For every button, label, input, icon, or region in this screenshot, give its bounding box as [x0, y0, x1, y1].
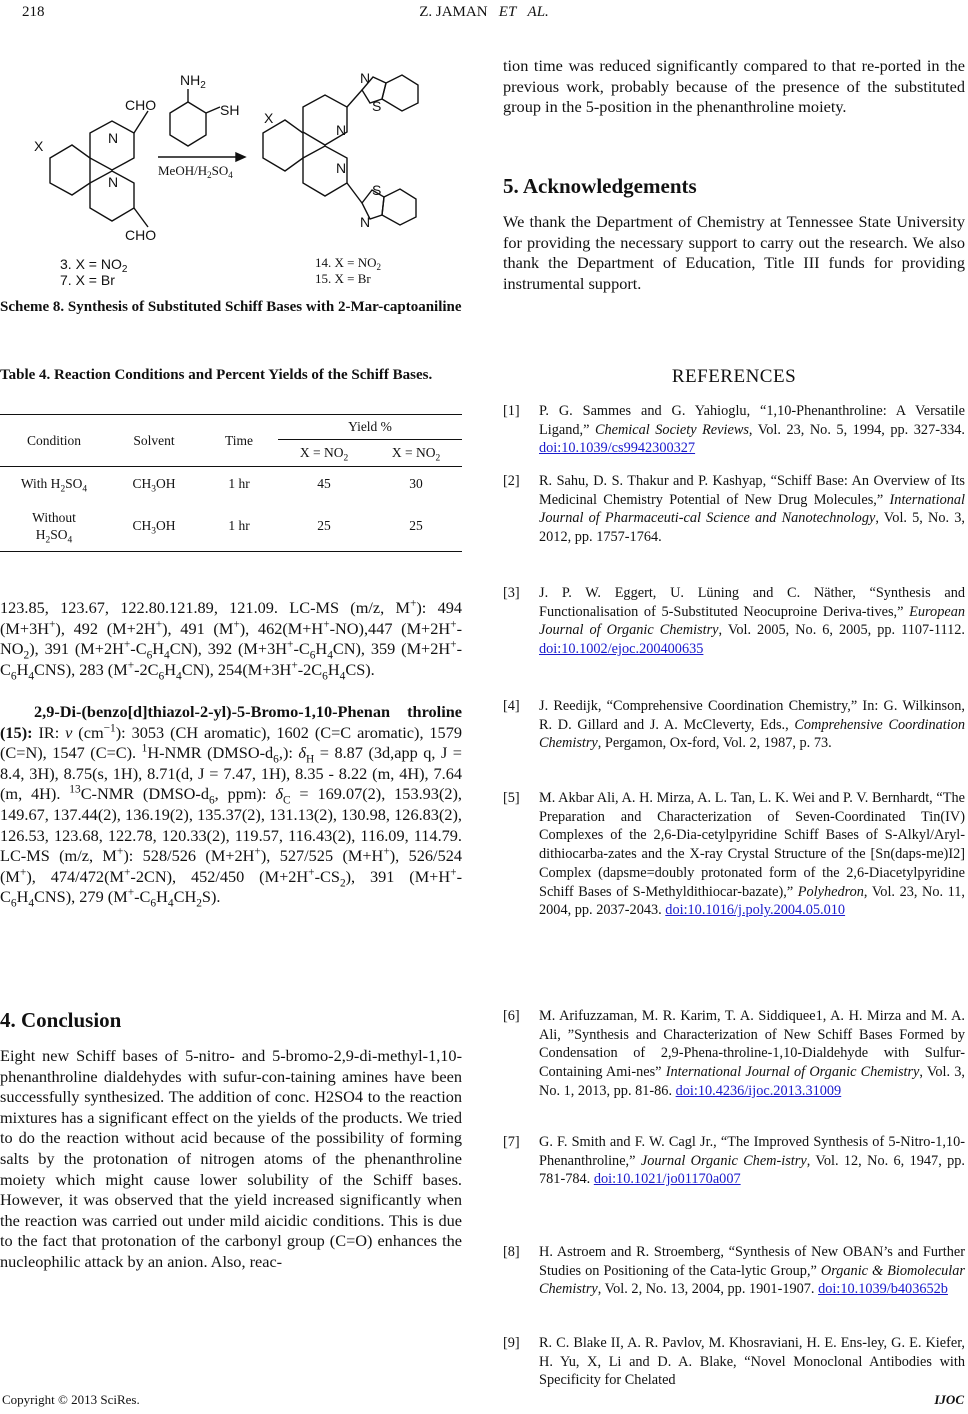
cell-solvent: $CH_3OH$: [132, 476, 176, 495]
ring-nitrogen-label: N: [336, 122, 347, 138]
cell-solvent: $CH_3OH$: [132, 518, 176, 537]
cell-condition: With $H_2SO_4$: [20, 476, 88, 495]
doi-link[interactable]: doi:10.1039/b403652b: [818, 1281, 948, 1298]
thiazole-sulfur-label: S: [372, 98, 382, 114]
compound-15-label: 15. X = Br: [315, 271, 371, 286]
compound-14-label: 14. $X = NO_2$: [315, 255, 381, 272]
references-heading: REFERENCES: [671, 366, 797, 387]
amine-label: $NH_2$: [180, 72, 206, 91]
doi-link[interactable]: doi:10.1021/jo01170a007: [593, 1171, 741, 1188]
thiol-label: SH: [220, 102, 240, 118]
aldehyde-top-label: CHO: [125, 97, 157, 113]
section-5-heading: 5. Acknowledgements: [503, 174, 697, 198]
reference-item: [4] J. Reedijk, “Comprehensive Coordination Chemistry,” In: G. Wilkinson, R. D. Gillard and J. A. McCleverty, Eds., Comprehensive Coordination Chemistry, Pergamon, Ox-ford, Vol. 2, 1987, p. 73.: [503, 698, 965, 752]
conclusion-paragraph: Eight new Schiff bases of 5-nitro- and 5-bromo-2,9-di-methyl-1,10-phenanthroline dialdehydes with sufur-con-taining amines have been successfully synthesized. The addition of conc. H2SO4 to the reaction mixtures has a significant effect on the yields of the products. We tried to do the reaction without acid because of the possibility of forming salts by the protonation of nitrogen atoms of the phenanthroline moiety which might cause lower solubility of the Schiff bases. However, it was observed that the yield increased significantly when the reaction was carried out under mild aicidic conditions. This is due to the fact that protonation of the carbonyl group (C=O) enhances the nucleophilic attack by an anion. Also, reac-: [0, 1046, 462, 1271]
left-ring-middle: [50, 145, 90, 195]
cell-yield-no2: 45: [317, 476, 331, 491]
reference-item: [8] H. Astroem and R. Stroemberg, “Synthesis of New OBAN’s and Further Studies on Positioning of the Cata-lytic Group,” Organic & Biomolecular Chemistry, Vol. 2, No. 13, 2004, pp. 1901-1907. doi:10.1039/b403652b: [503, 1244, 965, 1298]
cell-time: 1 hr: [228, 476, 250, 491]
running-header-authors: Z. JAMAN ET AL.: [419, 4, 549, 20]
spectral-data-compound-15: 2,9-Di-(benzo[d]thiazol-2-yl)-5-Bromo-1,10-Phenan throline (15): IR: v $(cm^{-1})$: 3053 (CH aromatic), 1602 (C=C aromatic), 1579 (C=N), 1547 (C=C). $^1$H-NMR $(DMSO-d_6,)$: $\delta_H = 8.87$ (3d,app q, J = 8.4, 3H), 8.75(s, 1H), 8.71(d, J = 7.47, 1H), 8.35 - 8.22 (m, 4H), 7.64 (m, 4H). $^{13}$C-NMR ($DMSO-d_6$, ppm): $\delta_C = 169.07(2)$, 153.93(2), 149.67, 137.44(2), 136.19(2), 135.37(2), 131.13(2), 130.98, 126.83(2), 126.53, 123.68, 122.78, 120.33(2), 119.57, 116.43(2), 116.09, 114.79. LC-MS (m/z, M+): 528/526 (M+2H+), 527/525 (M+H+), 526/524 (M+), 474/472(M+-2CN), 452/450 $(M+2H^+-CS_2)$, 391 $(M+H^+-C_6H_4CNS)$, 279 $(M^+-C_6H_4CH_2S)$.: [0, 702, 462, 910]
cell-yield-no2: 25: [317, 518, 331, 533]
discussion-continuation: tion time was reduced significantly compared to that re-ported in the previous work, probably because of the presence of the substituted group in the 5-position in the phenanthroline moiety.: [503, 56, 965, 117]
doi-link[interactable]: doi:10.1002/ejoc.200400635: [539, 641, 704, 658]
compound-3-label: 3. $X = NO_2$: [60, 256, 128, 275]
col-header-time: Time: [224, 432, 253, 448]
ring-nitrogen-label: N: [108, 130, 119, 146]
doi-link[interactable]: doi:10.1039/cs9942300327: [539, 440, 696, 457]
reference-item: [6] M. Arifuzzaman, M. R. Karim, T. A. Siddiquee1, A. H. Mirza and M. A. Ali, ”Synthesis and Characterization of New Schiff Bases Formed by Condensation of 2,9-Phena-throline-1,10-Dialdehyde with Sulfur-Containing Ami-nes” International Journal of Organic Chemistry, Vol. 3, No. 1, 2013, pp. 81-86. doi:10.4236/ijoc.2013.31009: [503, 1008, 965, 1099]
thiazole-sulfur-label: S: [372, 182, 382, 198]
reference-item: [3] J. P. W. Eggert, U. Lüning and C. Näther, “Synthesis and Functionalisation of 5-Substituted Neocuproine Deriva-tives,” European Journal of Organic Chemistry, Vol. 2005, No. 6, 2005, pp. 1107-1112. doi:10.1002/ejoc.200400635: [503, 585, 966, 658]
aminothiophenol-ring: [170, 102, 206, 146]
col-header-x-no2-a: $X = NO_2$: [299, 445, 349, 464]
section-4-heading: 4. Conclusion: [0, 1008, 122, 1032]
spectral-data-compound-14: 123.85, 123.67, 122.80.121.89, 121.09. LC-MS (m/z, M+): 494 (M+3H+), 492 (M+2H+), 491 (M+), 462(M+H+-NO),447 $(M+2H^+-NO_2)$, 391 $(M+2H^+-C_6H_4CN)$, 392 $(M+3H^+-C_6H_4CN)$, 359 $(M+2H^+-C_6H_4CNS)$, 283 $(M^+-2C_6H_4CN)$, $254(M+3H^+-2C_6H_4CS)$.: [0, 597, 463, 683]
ring-nitrogen-label: N: [108, 174, 119, 190]
footer-journal: IJOC: [934, 1392, 964, 1407]
reference-item: [2] R. Sahu, D. S. Thakur and P. Kashyap, “Schiff Base: An Overview of Its Medicinal Chemistry Potential of New Drug Molecules,” International Journal of Pharmaceuti-cal Science and Nanotechnology, Vol. 5, No. 3, 2012, pp. 1757-1764.: [503, 473, 965, 546]
cell-yield-no2-b: 25: [409, 518, 423, 533]
compound-7-label: 7. X = Br: [60, 272, 115, 288]
yield-table: [0, 414, 462, 552]
cell-yield-no2-b: 30: [409, 476, 423, 491]
page-number: 218: [22, 4, 45, 20]
reference-item: [5] M. Akbar Ali, A. H. Mirza, A. L. Tan, L. K. Wei and P. V. Bernhardt, “The Preparation and Characterization of Seven-Coordinated Tin(IV) Complexes of the 2,6-Dia-cetylpyridine Schiff Bases of S-Alkyl/Aryl-dithiocarba-zates and the X-ray Crystal Structure of the [Sn(daps-me)I2] Complex (dapsme=doubly protonated form of the 2,6-Diacetylpyridine Schiff Bases of S-Methyldithiocar-bazate),” Polyhedron, Vol. 23, No. 11, 2004, pp. 2037-2043. doi:10.1016/j.poly.2004.05.010: [503, 790, 965, 919]
footer-copyright: Copyright © 2013 SciRes.: [2, 1392, 140, 1407]
ring-nitrogen-label: N: [336, 160, 347, 176]
thiazole-nitrogen-label: N: [360, 214, 371, 230]
acknowledgements-paragraph: We thank the Department of Chemistry at Tennessee State University for providing the necessary support to carry out the research. We also thank the Department of Education, Title III funds for providing instrumental support.: [503, 212, 965, 293]
reference-item: [1] P. G. Sammes and G. Yahioglu, “1,10-Phenanthroline: A Versatile Ligand,” Chemical Society Reviews, Vol. 23, No. 5, 1994, pp. 327-334. doi:10.1039/cs9942300327: [503, 403, 966, 457]
reference-item: [9] R. C. Blake II, A. R. Pavlov, M. Khosraviani, H. E. Ens-ley, G. E. Kiefer, H. Yu, X, Li and D. A. Blake, “Novel Monoclonal Antibodies with Specificity for Chelated: [503, 1335, 965, 1389]
thiazole-nitrogen-label: N: [360, 70, 371, 86]
compound-15-title: 2,9-Di-(benzo[d]thiazol-2-yl)-5-Bromo-1,10-Phenan throline (15):: [0, 702, 462, 742]
scheme-caption: Scheme 8. Synthesis of Substituted Schiff Bases with 2-Mar-captoaniline: [0, 299, 462, 315]
col-header-condition: Condition: [26, 432, 81, 448]
substituent-x-left: X: [34, 138, 44, 154]
cell-condition: Without $H_2SO_4$: [32, 510, 76, 546]
reagent-label: MeOH/$H_2SO_4$: [158, 163, 233, 180]
col-header-solvent: Solvent: [133, 432, 175, 448]
doi-link[interactable]: doi:10.1016/j.poly.2004.05.010: [665, 902, 846, 919]
cell-time: 1 hr: [228, 518, 250, 533]
table-row: [0, 501, 462, 552]
table-row: [0, 467, 462, 502]
substituent-x-right: X: [264, 110, 274, 126]
aldehyde-bottom-label: CHO: [125, 227, 157, 243]
col-header-yield: Yield %: [278, 415, 462, 440]
reference-item: [7] G. F. Smith and F. W. Cagl Jr., “The Improved Synthesis of 5-Nitro-1,10-Phenanthroline,” Journal Organic Chem-istry, Vol. 12, No. 6, 1947, pp. 781-784. doi:10.1021/jo01170a007: [503, 1134, 965, 1188]
col-header-x-no2-b: $X = NO_2$: [391, 445, 441, 464]
table-caption: Table 4. Reaction Conditions and Percent Yields of the Schiff Bases.: [0, 367, 433, 383]
doi-link[interactable]: doi:10.4236/ijoc.2013.31009: [675, 1082, 842, 1099]
scheme-8-reaction-diagram: [20, 55, 460, 295]
